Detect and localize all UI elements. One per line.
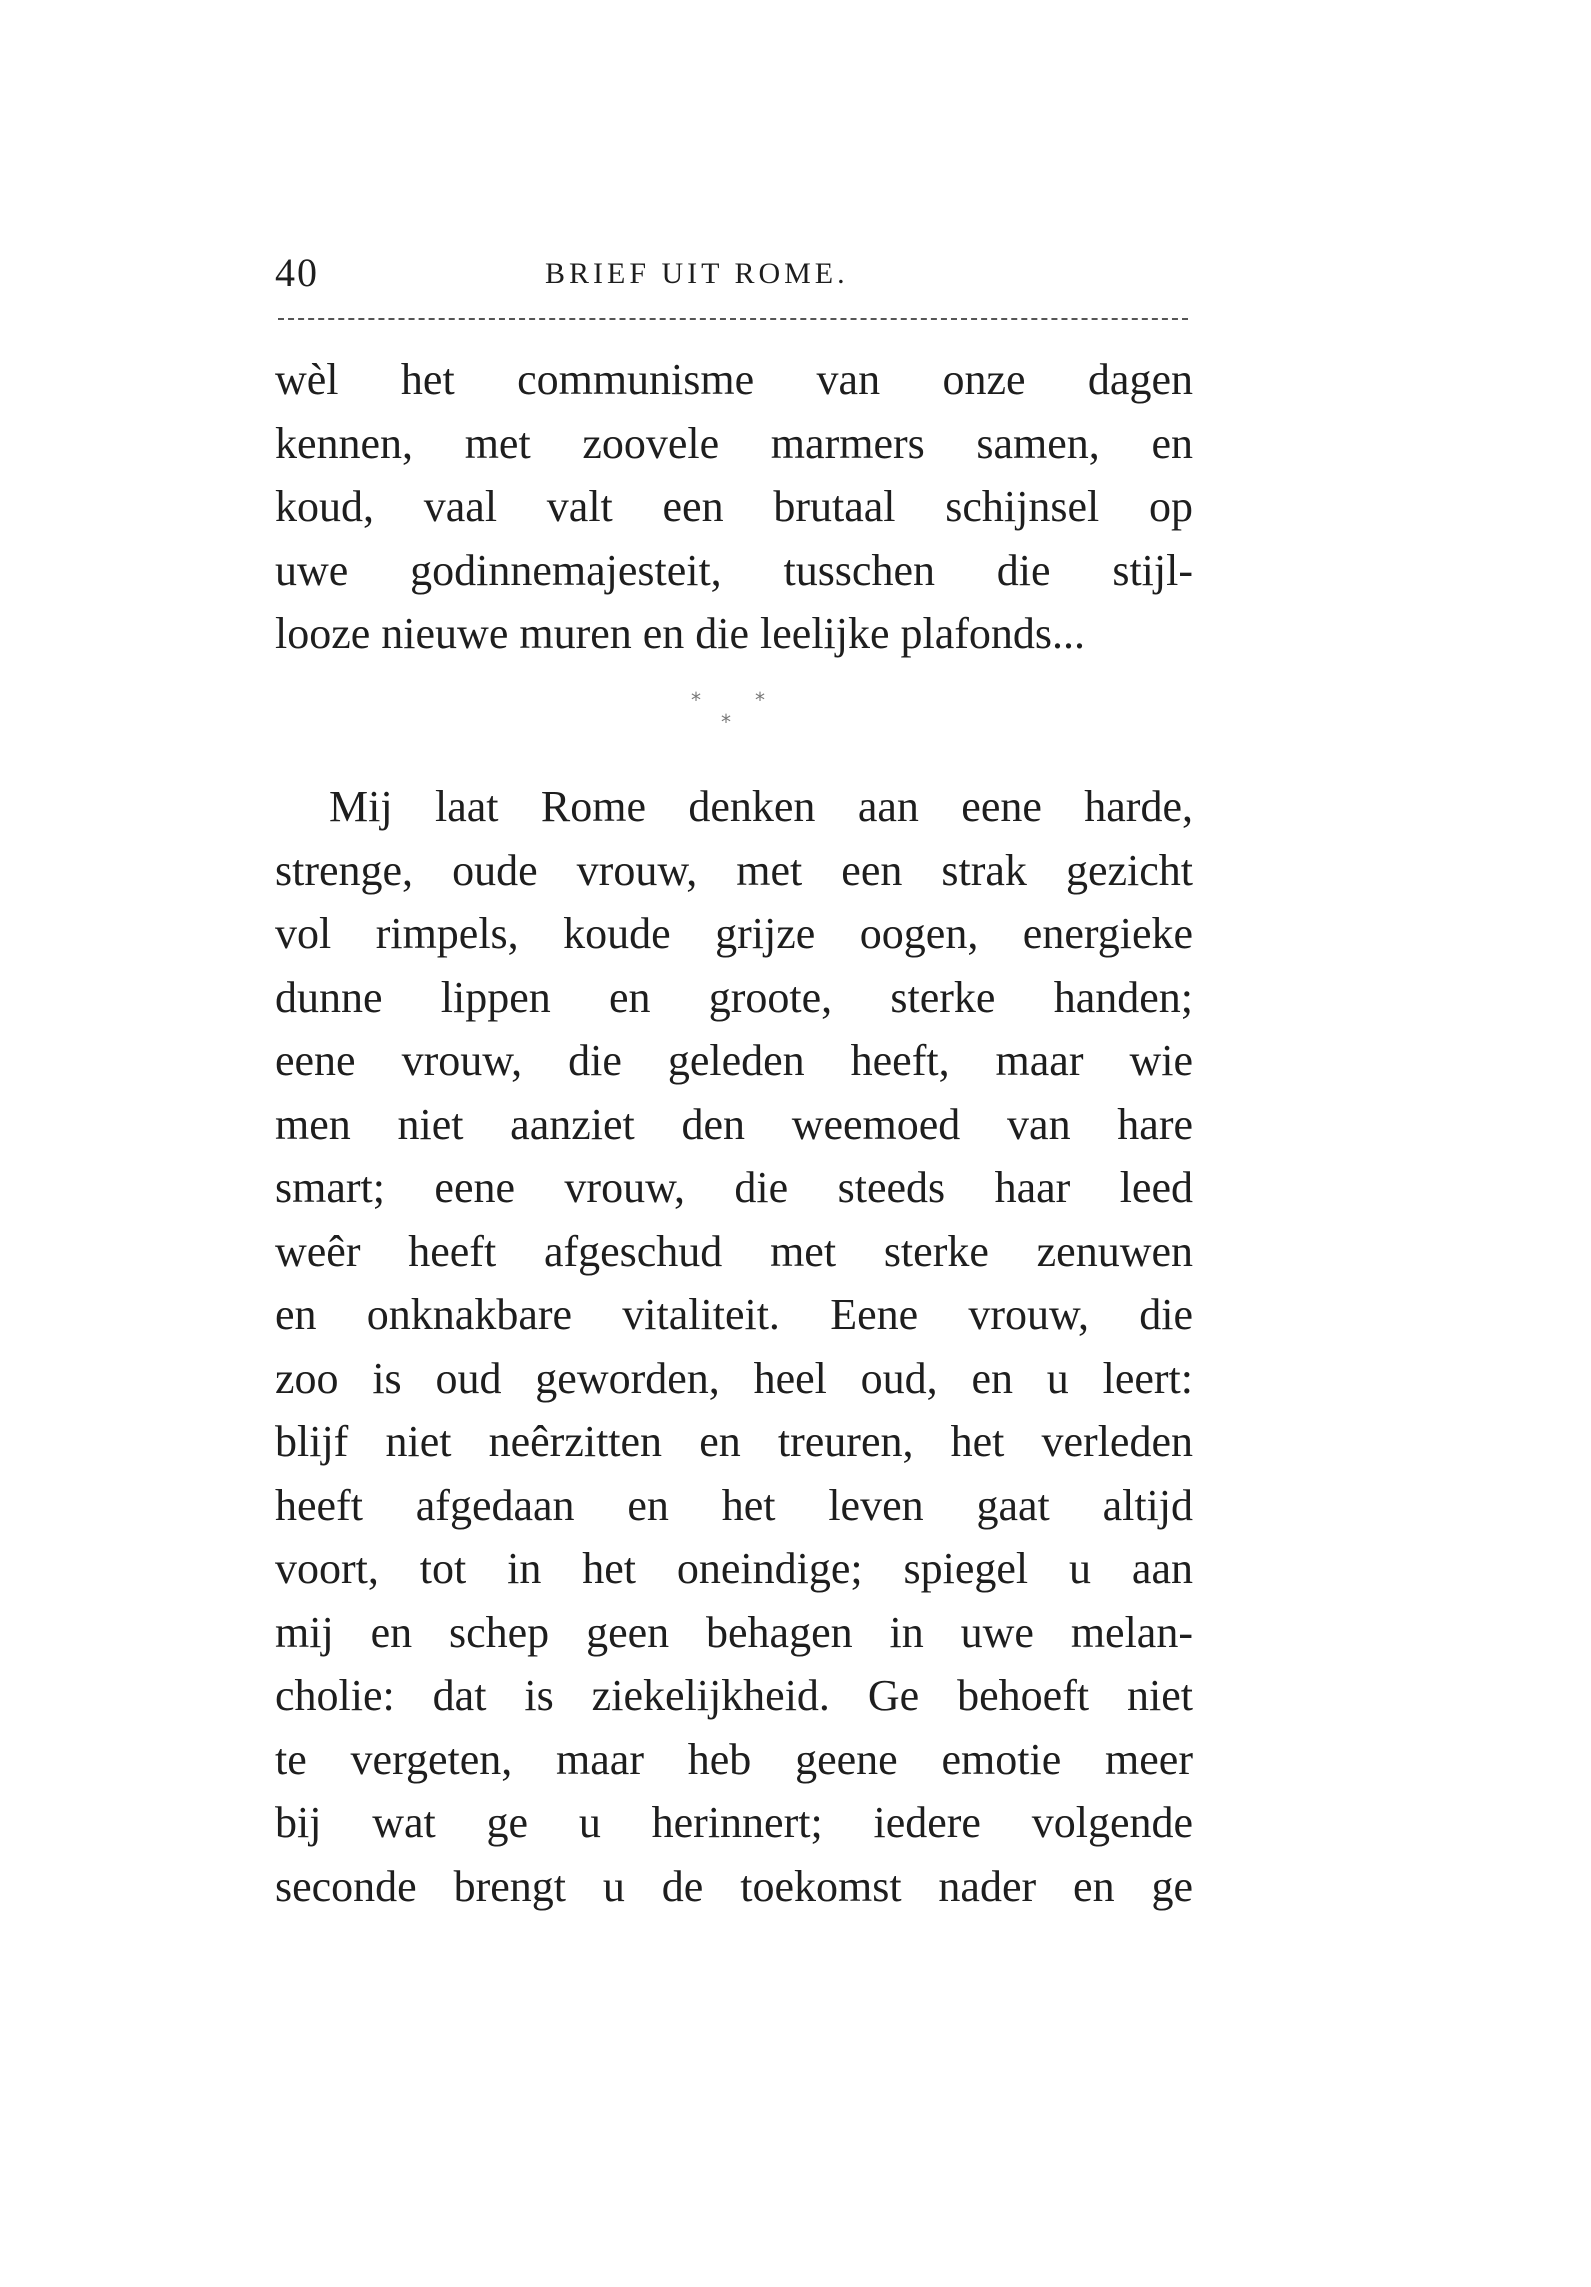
text-line: cholie: dat is ziekelijkheid. Ge behoeft niet xyxy=(275,1671,1193,1720)
text-line: uwe godinnemajesteit, tusschen die stijl- xyxy=(275,545,1193,595)
running-title: BRIEF UIT ROME. xyxy=(545,257,849,290)
asterisk-icon: * xyxy=(755,688,765,712)
text-line: koud, vaal valt een brutaal schijnsel op xyxy=(275,482,1193,531)
text-line: smart; eene vrouw, die steeds haar leed xyxy=(275,1163,1193,1212)
text-line: blijf niet neêrzitten en treuren, het verleden xyxy=(275,1417,1193,1466)
page-number: 40 xyxy=(275,250,319,295)
text-line: weêr heeft afgeschud met sterke zenuwen xyxy=(275,1226,1193,1276)
paragraph-2 xyxy=(275,775,1193,1918)
asterisk-icon: * xyxy=(691,688,701,712)
text-line: eene vrouw, die geleden heeft, maar wie xyxy=(275,1036,1193,1085)
text-line: men niet aanziet den weemoed van hare xyxy=(275,1099,1193,1149)
text-line: strenge, oude vrouw, met een strak gezicht xyxy=(275,845,1193,895)
text-line: en onknakbare vitaliteit. Eene vrouw, die xyxy=(275,1290,1193,1339)
text-line: heeft afgedaan en het leven gaat altijd xyxy=(275,1480,1193,1530)
running-head xyxy=(275,248,1190,298)
text-line: wèl het communisme van onze dagen xyxy=(275,355,1193,404)
text-line: voort, tot in het oneindige; spiegel u aan xyxy=(275,1544,1193,1593)
text-line: zoo is oud geworden, heel oud, en u leert: xyxy=(275,1353,1193,1403)
header-rule xyxy=(278,318,1188,320)
text-line: bij wat ge u herinnert; iedere volgende xyxy=(275,1798,1193,1847)
text-line: seconde brengt u de toekomst nader en ge xyxy=(275,1861,1193,1911)
text-line: vol rimpels, koude grijze oogen, energieke xyxy=(275,909,1193,958)
text-line: Mij laat Rome denken aan eene harde, xyxy=(329,782,1193,831)
section-break-asterism xyxy=(685,688,795,748)
asterisk-icon: * xyxy=(721,710,731,734)
paragraph-1 xyxy=(275,348,1193,666)
text-line: dunne lippen en groote, sterke handen; xyxy=(275,972,1193,1022)
text-line: mij en schep geen behagen in uwe melan- xyxy=(275,1607,1193,1657)
text-line: kennen, met zoovele marmers samen, en xyxy=(275,418,1193,468)
text-line: te vergeten, maar heb geene emotie meer xyxy=(275,1734,1193,1784)
text-line: looze nieuwe muren en die leelijke plafonds... xyxy=(275,609,1086,658)
